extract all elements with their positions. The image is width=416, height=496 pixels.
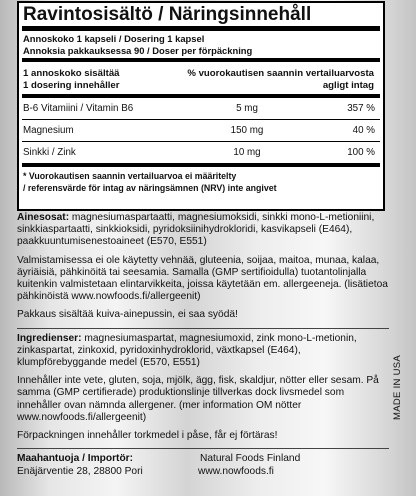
- importer-address: Enäjärventie 28, 28800 Pori: [17, 466, 143, 478]
- made-in-usa-label: MADE IN USA: [392, 354, 403, 420]
- footnote-fi: * Vuorokautisen saannin vertailuarvoa ei määritelty: [23, 171, 237, 181]
- nutrient-name: Magnesium: [23, 125, 74, 136]
- serving-info: [19, 31, 383, 58]
- divider: [17, 328, 389, 329]
- nutrient-name: Sinkki / Zink: [23, 147, 76, 158]
- nutrient-amount: 150 mg: [230, 125, 264, 136]
- importer-website: www.nowfoods.fi: [198, 466, 274, 478]
- nutrition-facts-panel: [17, 1, 385, 211]
- amount-header-fi: 1 annoskoko sisältää: [23, 68, 120, 79]
- ingredients-fi: [17, 212, 389, 249]
- desiccant-warning-sv: Förpackningen innehåller torkmedel i påse, får ej förtäras!: [17, 430, 278, 442]
- importer-info: [17, 453, 389, 481]
- nutrient-row: [19, 142, 383, 163]
- nutrient-row: [19, 120, 383, 141]
- ingredients-sv: [17, 333, 389, 370]
- percent-header-sv: agligt intag: [322, 80, 374, 91]
- allergen-fi: Valmistamisessa ei ole käytetty vehnää, gluteenia, soijaa, maitoa, munaa, kalaa, äyriäisiä, pähkinöitä tai seesamia. Samalla (GMP sertifioidulla) tuotantolinjalla kuitenkin valmistetaan elintarvikkeita, joissa käytetään em. allergeeneja. (lisätietoa pähkinöistä www.nowfoods.fi/allergeenit): [17, 254, 388, 303]
- importer-name: Natural Foods Finland: [200, 453, 301, 465]
- amount-header-sv: 1 dosering innehåller: [23, 80, 120, 91]
- ingredients-fi-list: magnesiumaspartaatti, magnesiumoksidi, sinkki mono-L-metioniini, sinkkiaspartaatti, sinkkioksidi, pyridoksiinihydrokloridi, kasvikapseli (E464), paakkuuntumisenestoaineet (E570, E551): [17, 212, 375, 248]
- ingredients-sv-list: magnesiumaspartat, magnesiumoxid, zink mono-L-metionin, zinkaspartat, zinkoxid, pyridoxinhydroklorid, växtkapsel (E464), klumpförebyggande medel (E570, E551): [17, 332, 357, 369]
- amount-header: [23, 68, 120, 92]
- facts-title: Ravintosisältö / Näringsinnehåll: [23, 4, 312, 25]
- nutrient-row: [19, 98, 383, 119]
- percent-header-fi: % vuorokautisen saannin vertailuarvosta: [187, 68, 374, 79]
- nutrient-percent: 40 %: [352, 125, 375, 136]
- importer-label: Maahantuoja / Importör:: [17, 453, 134, 465]
- nutrient-percent: 100 %: [347, 147, 375, 158]
- ingredients-fi-label: Ainesosat:: [17, 212, 70, 223]
- footnote-sv: / referensvärde för intag av näringsämnen (NRV) inte angivet: [23, 183, 277, 193]
- nutrient-percent: 357 %: [347, 103, 375, 114]
- label-text-block: [17, 212, 389, 481]
- serving-size: Annoskoko 1 kapseli / Dosering 1 kapsel: [23, 33, 205, 44]
- footnote: [19, 167, 383, 194]
- nutrient-amount: 5 mg: [236, 103, 258, 114]
- nutrient-amount: 10 mg: [233, 147, 261, 158]
- desiccant-warning-fi: Pakkaus sisältää kuiva-ainepussin, ei saa syödä!: [17, 309, 238, 321]
- divider: [17, 448, 389, 449]
- ingredients-sv-label: Ingredienser:: [17, 332, 82, 344]
- percent-header: [184, 68, 374, 92]
- allergen-sv: Innehåller inte vete, gluten, soja, mjölk, ägg, fisk, skaldjur, nötter eller sesam. På samma (GMP certifierade) produktionslinje tillverkas dock livsmedel som innehåller ovan nämnda allergener. (mer information OM nötter www.nowfoods.fi/allergeenit): [17, 375, 379, 423]
- nutrient-name: B-6 Vitamiini / Vitamin B6: [23, 103, 134, 114]
- servings-per-package: Annoksia pakkauksessa 90 / Doser per förpäckning: [23, 45, 253, 56]
- facts-header: [19, 62, 383, 94]
